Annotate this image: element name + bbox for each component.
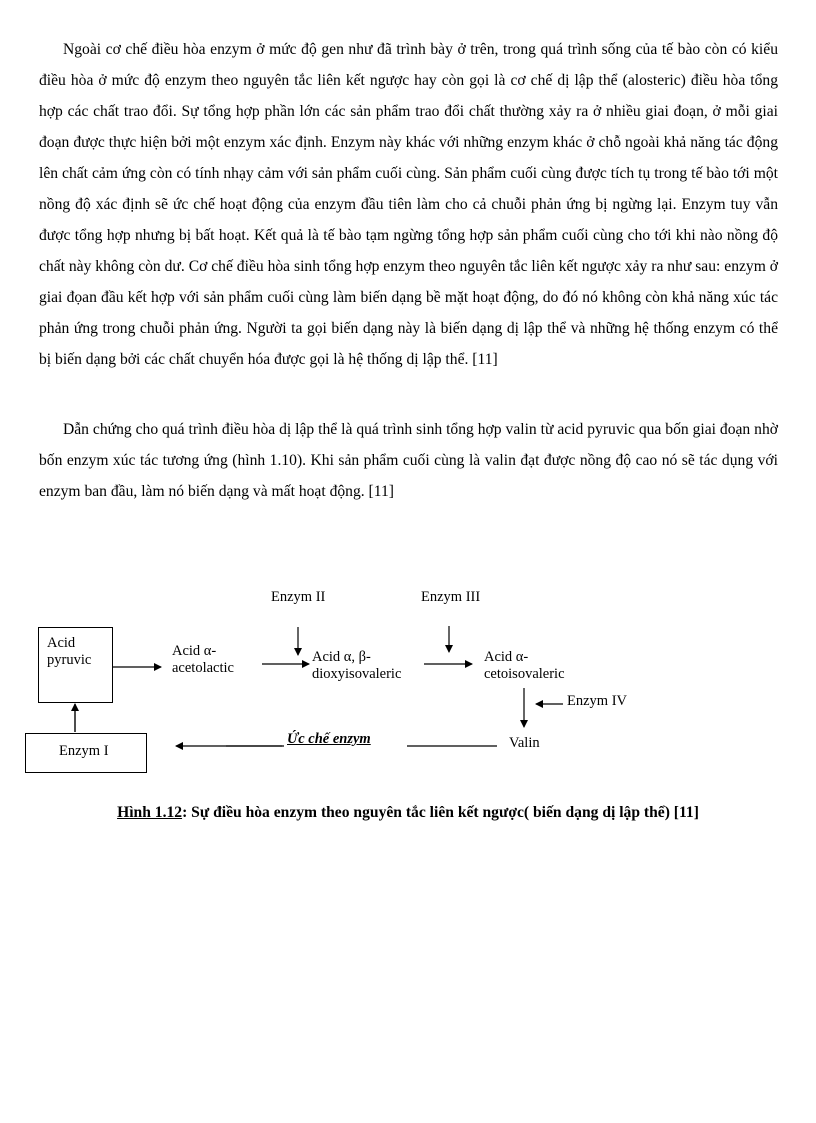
acetolactic-label: Acid α- acetolactic [172,643,234,676]
enzym-i-label: Enzym I [59,743,109,759]
enzym-iii-label: Enzym III [421,589,481,605]
body-paragraph-2: Dẫn chứng cho quá trình điều hòa dị lập thể là quá trình sinh tổng hợp valin từ acid pyruvic qua bốn giai đoạn nhờ bốn enzym xúc tác tương ứng (hình 1.10). Khi sản phẩm cuối cùng là valin đạt được nồng độ cao nó sẽ tác dụng với enzym ban đầu, làm nó biến dạng và mất hoạt động. [11] [39,421,778,500]
inhibition-label: Ức chế enzym [287,731,371,747]
body-paragraph-1: Ngoài cơ chế điều hòa enzym ở mức độ gen như đã trình bày ở trên, trong quá trình sống của tế bào còn có kiểu điều hòa ở mức độ enzym theo nguyên tắc liên kết ngược hay còn gọi là cơ chế dị lập thể (alosteric) điều hòa tổng hợp các chất trao đổi. Sự tổng hợp phần lớn các sản phẩm trao đổi chất thường xảy ra ở nhiều giai đoạn, ở mỗi giai đoạn được thực hiện bởi một enzym xác định. Enzym này khác với những enzym khác ở chỗ ngoài khả năng tác động lên chất cảm ứng còn có tính nhạy cảm với sản phẩm cuối cùng. Sản phẩm cuối cùng được tích tụ trong tế bào tới một nồng độ xác định sẽ ức chế hoạt động của enzym đầu tiên làm cho cả chuỗi phản ứng bị ngừng lại. Enzym tuy vẫn được tổng hợp nhưng bị bất hoạt. Kết quả là tế bào tạm ngừng tổng hợp sản phẩm cuối cùng cho tới khi nào nồng độ chất này không còn dư. Cơ chế điều hòa sinh tổng hợp enzym theo nguyên tắc liên kết ngược xảy ra như sau: enzym ở giai đọan đầu kết hợp với sản phẩm cuối cùng làm biến dạng bề mặt hoạt động, do đó nó không còn khả năng xúc tác phản ứng trong chuỗi phản ứng. Người ta gọi biến dạng này là biến dạng dị lập thể và những hệ thống enzym có thể bị biến dạng bởi các chất chuyển hóa được gọi là hệ thống dị lập thể. [11] [39,41,778,368]
enzym-ii-label: Enzym II [271,589,326,605]
figure-caption-text: : Sự điều hòa enzym theo nguyên tắc liên kết ngược( biến dạng dị lập thể) [11] [182,804,699,821]
figure-caption [0,804,816,822]
dioxyisovaleric-label: Acid α, β- dioxyisovaleric [312,649,402,682]
cetoisovaleric-label: Acid α- cetoisovaleric [484,649,565,682]
enzym-iv-label: Enzym IV [567,693,627,709]
acid-pyruvic-label: Acid pyruvic [47,635,92,668]
valin-label: Valin [509,735,540,751]
figure-label: Hình 1.12 [117,804,183,821]
